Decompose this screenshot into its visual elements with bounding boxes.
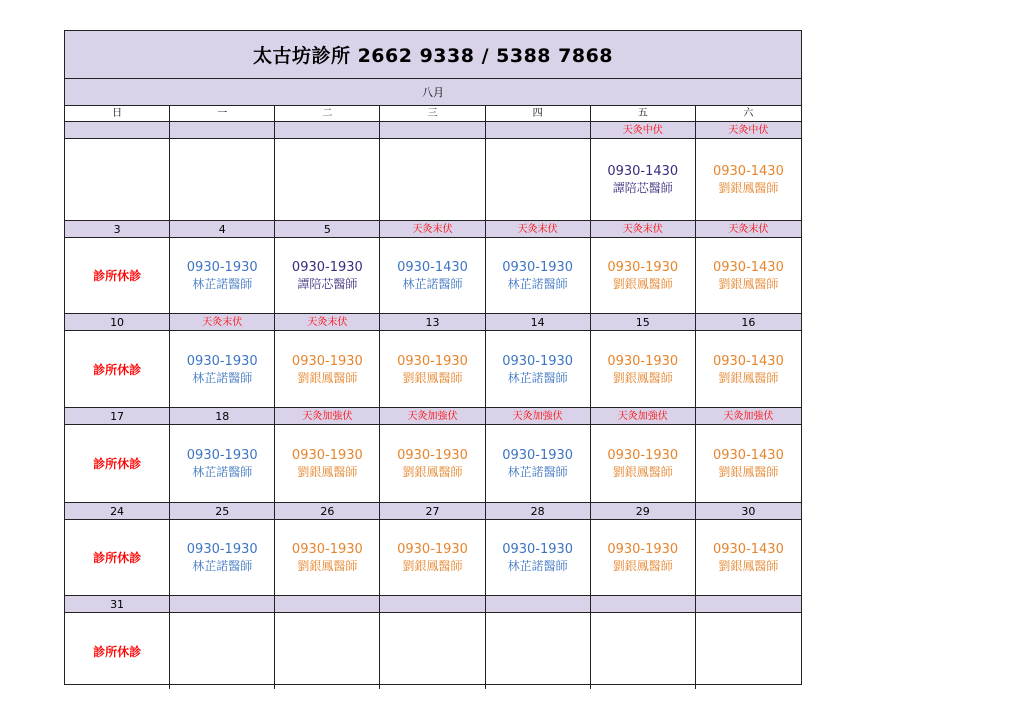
day-cell [486, 139, 591, 221]
shift-time: 0930-1930 [502, 542, 574, 557]
date-label: 28 [486, 503, 591, 520]
schedule-row [65, 425, 801, 503]
shift-time: 0930-1930 [502, 448, 574, 463]
date-label [591, 596, 696, 613]
shift-time: 0930-1930 [186, 448, 258, 463]
day-cell [380, 139, 485, 221]
date-label: 31 [65, 596, 170, 613]
day-cell [591, 613, 696, 689]
date-label: 15 [591, 314, 696, 331]
doctor-name: 林芷諾醫師 [507, 370, 568, 385]
schedule-row [65, 613, 801, 689]
shift-time: 0930-1930 [397, 448, 468, 463]
day-cell [275, 331, 380, 408]
day-cell [380, 425, 485, 503]
shift-time: 0930-1930 [502, 353, 574, 369]
date-label: 天灸末伏 [696, 221, 801, 238]
weekday-tue: 二 [275, 106, 380, 122]
date-label [486, 122, 591, 139]
doctor-name: 劉銀鳳醫師 [297, 465, 358, 479]
day-cell [170, 425, 275, 503]
date-label: 天灸末伏 [170, 314, 275, 331]
shift-time: 0930-1930 [607, 353, 679, 369]
day-cell [275, 613, 380, 689]
date-label: 18 [170, 408, 275, 425]
doctor-name: 劉銀鳳醫師 [612, 465, 673, 479]
date-label [170, 122, 275, 139]
doctor-name: 劉銀鳳醫師 [612, 370, 673, 385]
shift-time: 0930-1930 [186, 260, 258, 275]
date-label [275, 596, 380, 613]
day-cell [380, 238, 485, 314]
doctor-name: 劉銀鳳醫師 [718, 465, 779, 479]
day-cell [591, 520, 696, 596]
schedule-row [65, 139, 801, 221]
weekday-sat: 六 [696, 106, 801, 122]
day-cell [486, 331, 591, 408]
date-label: 10 [65, 314, 170, 331]
date-row [65, 503, 801, 520]
doctor-name: 譚陪芯醫師 [297, 277, 358, 291]
shift-time: 0930-1430 [712, 353, 784, 369]
clinic-title: 太古坊診所 2662 9338 / 5388 7868 [65, 31, 801, 79]
schedule-row [65, 238, 801, 314]
doctor-name: 劉銀鳳醫師 [718, 559, 779, 573]
day-cell [696, 520, 801, 596]
doctor-name: 劉銀鳳醫師 [297, 370, 358, 385]
clinic-closed-text: 診所休診 [93, 644, 142, 659]
date-label: 16 [696, 314, 801, 331]
doctor-name: 林芷諾醫師 [192, 465, 253, 479]
day-cell [170, 331, 275, 408]
shift-time: 0930-1930 [291, 448, 363, 463]
shift-time: 0930-1430 [712, 448, 784, 463]
date-row [65, 596, 801, 613]
date-label: 27 [380, 503, 485, 520]
day-cell [275, 425, 380, 503]
weekday-header [65, 106, 801, 122]
schedule-calendar [64, 30, 802, 685]
shift-time: 0930-1930 [397, 353, 468, 369]
doctor-name: 劉銀鳳醫師 [402, 370, 463, 385]
day-cell [65, 520, 170, 596]
date-label: 29 [591, 503, 696, 520]
day-cell [591, 139, 696, 221]
date-label: 5 [275, 221, 380, 238]
weekday-fri: 五 [591, 106, 696, 122]
shift-time: 0930-1930 [607, 542, 679, 557]
date-label: 天灸加強伏 [591, 408, 696, 425]
month-label: 八月 [65, 79, 801, 106]
date-label: 天灸中伏 [696, 122, 801, 139]
day-cell [696, 613, 801, 689]
date-label: 天灸末伏 [486, 221, 591, 238]
date-label: 14 [486, 314, 591, 331]
day-cell [486, 425, 591, 503]
day-cell [170, 238, 275, 314]
date-label: 天灸加強伏 [486, 408, 591, 425]
weekday-mon: 一 [170, 106, 275, 122]
weekday-sun: 日 [65, 106, 170, 122]
doctor-name: 劉銀鳳醫師 [402, 559, 463, 573]
day-cell [591, 238, 696, 314]
date-label: 3 [65, 221, 170, 238]
date-label: 30 [696, 503, 801, 520]
day-cell [275, 238, 380, 314]
date-label: 天灸中伏 [591, 122, 696, 139]
date-label [170, 596, 275, 613]
doctor-name: 劉銀鳳醫師 [718, 370, 779, 385]
shift-time: 0930-1430 [712, 164, 784, 179]
date-label: 4 [170, 221, 275, 238]
doctor-name: 劉銀鳳醫師 [612, 559, 673, 573]
date-row [65, 221, 801, 238]
day-cell [591, 425, 696, 503]
day-cell [65, 331, 170, 408]
weekday-thu: 四 [486, 106, 591, 122]
clinic-closed-text: 診所休診 [93, 269, 142, 283]
doctor-name: 劉銀鳳醫師 [612, 277, 673, 291]
doctor-name: 林芷諾醫師 [507, 277, 568, 291]
doctor-name: 林芷諾醫師 [507, 465, 568, 479]
schedule-row [65, 520, 801, 596]
day-cell [696, 238, 801, 314]
clinic-closed-text: 診所休診 [93, 457, 142, 471]
day-cell [170, 139, 275, 221]
date-label: 天灸加強伏 [275, 408, 380, 425]
date-label: 天灸末伏 [591, 221, 696, 238]
doctor-name: 林芷諾醫師 [507, 559, 568, 573]
weekday-wed: 三 [380, 106, 485, 122]
shift-time: 0930-1930 [502, 260, 574, 275]
date-label: 24 [65, 503, 170, 520]
day-cell [65, 238, 170, 314]
day-cell [696, 331, 801, 408]
day-cell [170, 520, 275, 596]
date-label: 天灸末伏 [380, 221, 485, 238]
shift-time: 0930-1930 [291, 260, 363, 275]
day-cell [380, 613, 485, 689]
doctor-name: 林芷諾醫師 [192, 277, 253, 291]
clinic-closed-text: 診所休診 [93, 362, 142, 377]
schedule-row [65, 331, 801, 408]
shift-time: 0930-1930 [186, 353, 258, 369]
day-cell [275, 520, 380, 596]
date-label: 天灸末伏 [275, 314, 380, 331]
doctor-name: 劉銀鳳醫師 [718, 181, 779, 195]
day-cell [65, 613, 170, 689]
doctor-name: 林芷諾醫師 [192, 370, 253, 385]
shift-time: 0930-1430 [607, 164, 679, 179]
date-label [486, 596, 591, 613]
doctor-name: 林芷諾醫師 [192, 559, 253, 573]
clinic-closed-text: 診所休診 [93, 551, 142, 565]
week-rows [65, 122, 801, 689]
day-cell [486, 613, 591, 689]
shift-time: 0930-1930 [607, 448, 679, 463]
day-cell [170, 613, 275, 689]
doctor-name: 劉銀鳳醫師 [402, 465, 463, 479]
day-cell [65, 425, 170, 503]
doctor-name: 劉銀鳳醫師 [718, 277, 779, 291]
shift-time: 0930-1430 [712, 260, 784, 275]
shift-time: 0930-1430 [712, 542, 784, 557]
shift-time: 0930-1930 [291, 353, 363, 369]
date-row [65, 122, 801, 139]
day-cell [380, 520, 485, 596]
doctor-name: 譚陪芯醫師 [612, 181, 673, 195]
date-label: 17 [65, 408, 170, 425]
doctor-name: 林芷諾醫師 [402, 277, 463, 291]
day-cell [486, 238, 591, 314]
date-label: 天灸加強伏 [696, 408, 801, 425]
date-label: 天灸加強伏 [380, 408, 485, 425]
shift-time: 0930-1930 [291, 542, 363, 557]
shift-time: 0930-1430 [397, 260, 468, 275]
day-cell [65, 139, 170, 221]
day-cell [380, 331, 485, 408]
day-cell [696, 139, 801, 221]
date-label [275, 122, 380, 139]
doctor-name: 劉銀鳳醫師 [297, 559, 358, 573]
date-label [380, 122, 485, 139]
day-cell [696, 425, 801, 503]
day-cell [275, 139, 380, 221]
shift-time: 0930-1930 [607, 260, 679, 275]
date-label [696, 596, 801, 613]
shift-time: 0930-1930 [397, 542, 468, 557]
date-row [65, 314, 801, 331]
day-cell [486, 520, 591, 596]
date-label [65, 122, 170, 139]
date-row [65, 408, 801, 425]
day-cell [591, 331, 696, 408]
date-label: 26 [275, 503, 380, 520]
date-label [380, 596, 485, 613]
shift-time: 0930-1930 [186, 542, 258, 557]
date-label: 13 [380, 314, 485, 331]
date-label: 25 [170, 503, 275, 520]
